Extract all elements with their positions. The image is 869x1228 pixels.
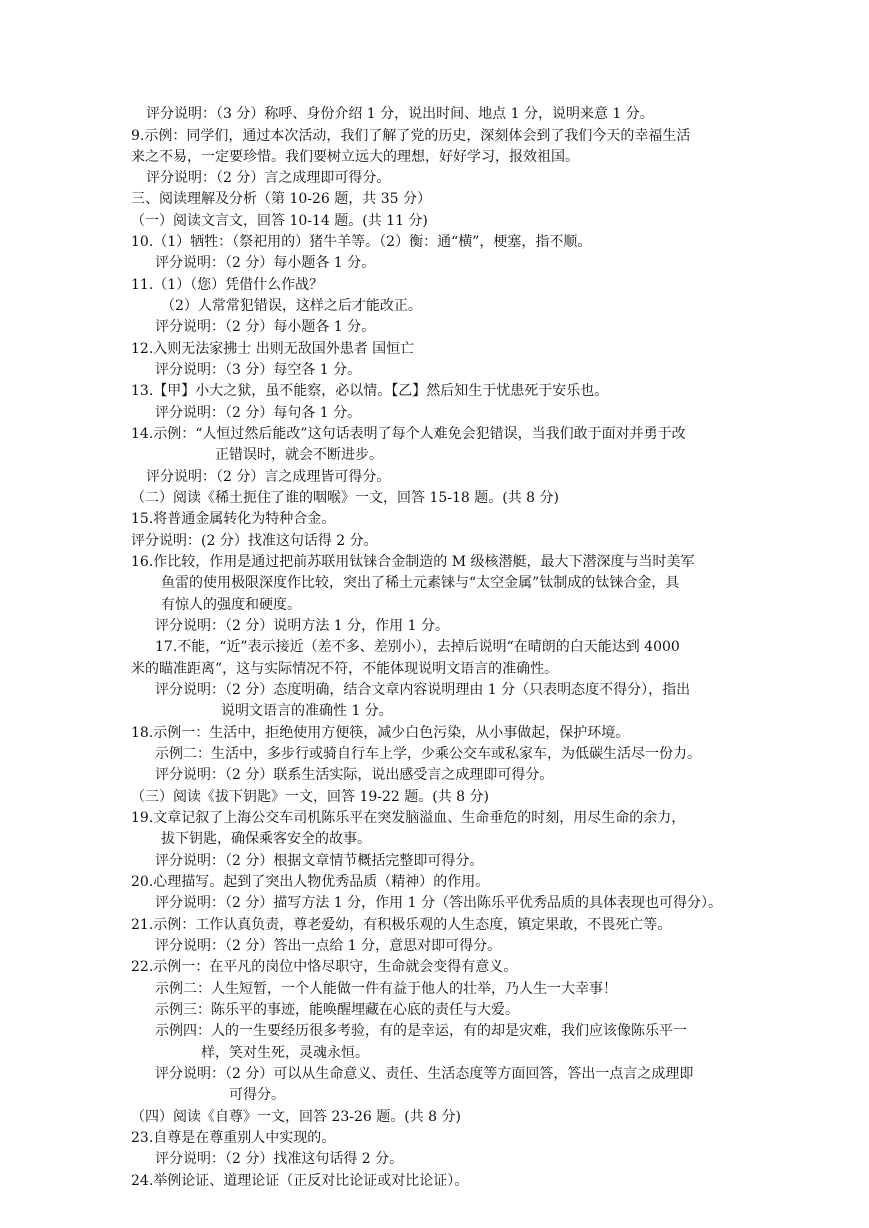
text-line: 24.举例论证、道理论证（正反对比论证或对比论证）。 [131,1173,469,1189]
text-line: 示例二：人生短暂，一个人能做一件有益于他人的壮举，乃人生一大幸事！ [155,981,617,997]
text-line: 21.示例：工作认真负责，尊老爱幼，有积极乐观的人生态度，镇定果敢，不畏死亡等。 [131,917,672,933]
text-line: 评分说明：（3 分）称呼、身份介绍 1 分，说出时间、地点 1 分，说明来意 1 分。 [146,106,654,122]
text-line: 14.示例：“人恒过然后能改”这句话表明了每个人难免会犯错误，当我们敢于面对并勇于改 [131,426,686,442]
subsection-heading: （四）阅读《自尊》一文，回答 23-26 题。(共 8 分) [131,1109,461,1125]
subsection-heading: （三）阅读《拔下钥匙》一文，回答 19-22 题。(共 8 分) [131,789,489,805]
text-line: 可得分。 [229,1087,285,1103]
text-line: 19.文章记叙了上海公交车司机陈乐平在突发脑溢血、生命垂危的时刻，用尽生命的余力， [131,810,686,826]
text-line: 13.【甲】小大之狱，虽不能察，必以情。【乙】然后知生于忧患死于安乐也。 [131,383,609,399]
text-line: 评分说明：（2 分）每小题各 1 分。 [155,319,376,335]
subsection-heading: （一）阅读文言文，回答 10-14 题。(共 11 分) [131,213,428,229]
text-line: 12.入则无法家拂士 出则无敌国外患者 国恒亡 [131,341,415,357]
text-line: 评分说明：（2 分）态度明确，结合文章内容说明理由 1 分（只表明态度不得分），指出 [155,682,691,698]
text-line: 来之不易，一定要珍惜。我们要树立远大的理想，好好学习，报效祖国。 [131,149,579,165]
text-line: 样，笑对生死，灵魂永恒。 [201,1045,369,1061]
text-line: 拔下钥匙，确保乘客安全的故事。 [161,831,371,847]
text-line: 评分说明：（2 分）答出一点给 1 分，意思对即可得分。 [155,938,502,954]
text-line: 评分说明：(2 分）找准这句话得 2 分。 [131,533,378,549]
text-line: 评分说明：（3 分）每空各 1 分。 [155,362,362,378]
text-line: 正错误时，就会不断进步。 [215,447,383,463]
text-line: 评分说明：（2 分）联系生活实际，说出感受言之成理即可得分。 [155,767,554,783]
text-line: 10.（1）牺牲：（祭祀用的）猪牛羊等。（2）衡：通“横”，梗塞，指不顺。 [131,234,592,250]
text-line: 9.示例：同学们，通过本次活动，我们了解了党的历史，深刻体会到了我们今天的幸福生活 [131,128,691,144]
text-line: 评分说明：（2 分）根据文章情节概括完整即可得分。 [155,853,484,869]
text-line: 示例三：陈乐平的事迹，能唤醒埋藏在心底的责任与大爱。 [155,1002,519,1018]
text-line: 评分说明：（2 分）每小题各 1 分。 [155,255,376,271]
text-line: 23.自尊是在尊重别人中实现的。 [131,1130,336,1146]
text-line: 米的瞄准距离”，这与实际情况不符，不能体现说明文语言的准确性。 [131,661,559,677]
text-line: （2）人常常犯错误，这样之后才能改正。 [161,298,422,314]
text-line: 说明文语言的准确性 1 分。 [221,703,393,719]
text-line: 有惊人的强度和硬度。 [161,597,301,613]
section-heading: 三、阅读理解及分析（第 10-26 题，共 35 分） [131,191,431,207]
text-line: 评分说明：（2 分）可以从生命意义、责任、生活态度等方面回答，答出一点言之成理即 [155,1066,694,1082]
text-line: 评分说明：（2 分）描写方法 1 分，作用 1 分（答出陈乐平优秀品质的具体表现也可得分）。 [155,895,722,911]
text-line: 示例四：人的一生要经历很多考验，有的是幸运，有的却是灾难，我们应该像陈乐平一 [155,1023,687,1039]
subsection-heading: （二）阅读《稀土扼住了谁的咽喉》一文，回答 15-18 题。(共 8 分) [131,490,559,506]
text-line: 17.不能，“近”表示接近（差不多、差别小），去掉后说明“在晴朗的白天能达到 4000 [155,639,680,655]
text-line: 22.示例一：在平凡的岗位中恪尽职守，生命就会变得有意义。 [131,959,518,975]
text-line: 评分说明：（2 分）说明方法 1 分，作用 1 分。 [155,618,449,634]
text-line: 11.（1）（您）凭借什么作战？ [131,277,324,293]
text-line: 示例二：生活中，多步行或骑自行车上学，少乘公交车或私家车，为低碳生活尽一份力。 [155,746,701,762]
text-line: 18.示例一：生活中，拒绝使用方便筷，减少白色污染，从小事做起，保护环境。 [131,725,630,741]
text-line: 评分说明：（2 分）言之成理皆可得分。 [146,469,391,485]
text-line: 评分说明：（2 分）每句各 1 分。 [155,405,362,421]
text-line: 16.作比较，作用是通过把前苏联用钛铼合金制造的 M 级核潜艇，最大下潜深度与当时美军 [131,554,695,570]
text-line: 20.心理描写。起到了突出人物优秀品质（精神）的作用。 [131,874,490,890]
text-line: 15.将普通金属转化为特种合金。 [131,511,336,527]
text-line: 评分说明：（2 分）找准这句话得 2 分。 [155,1151,404,1167]
text-line: 评分说明：（2 分）言之成理即可得分。 [146,170,391,186]
text-line: 鱼雷的使用极限深度作比较，突出了稀土元素铼与“太空金属”钛制成的钛铼合金，具 [161,575,680,591]
